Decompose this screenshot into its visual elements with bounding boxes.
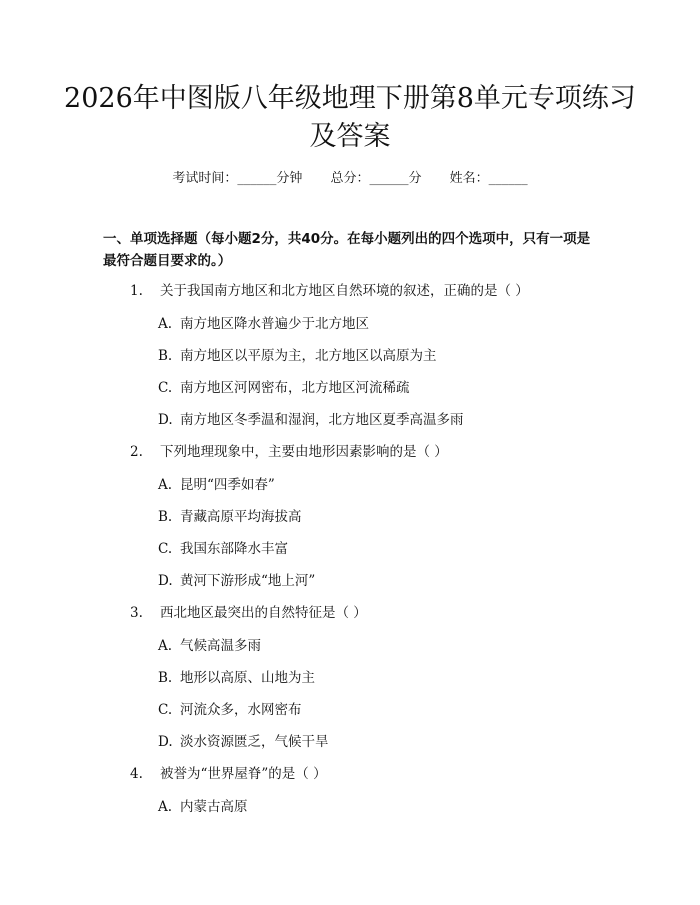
question-stem	[0, 602, 700, 635]
option-text: 青藏高原平均海拔高	[180, 509, 302, 525]
exam-time-field: 考试时间：______分钟	[172, 171, 303, 186]
option-c	[0, 699, 700, 731]
option-a	[0, 313, 700, 345]
option-c	[0, 538, 700, 570]
question-3	[0, 602, 700, 763]
option-c	[0, 377, 700, 409]
question-text: 被誉为“世界屋脊”的是（ ）	[160, 766, 327, 782]
option-text: 南方地区河网密布，北方地区河流稀疏	[180, 380, 410, 396]
option-d	[0, 409, 700, 441]
option-text: 南方地区降水普遍少于北方地区	[180, 316, 369, 332]
option-letter: C.	[158, 541, 173, 557]
option-letter: B.	[158, 509, 173, 525]
question-stem	[0, 763, 700, 796]
question-text: 关于我国南方地区和北方地区自然环境的叙述，正确的是（ ）	[160, 283, 529, 299]
option-letter: C.	[158, 380, 173, 396]
total-score-field: 总分：______分	[330, 171, 422, 186]
question-1	[0, 280, 700, 441]
option-d	[0, 570, 700, 602]
student-name-field: 姓名：______	[449, 171, 528, 186]
question-4	[0, 763, 700, 828]
document-title: 2026年中图版八年级地理下册第8单元专项练习及答案	[64, 83, 636, 152]
question-stem	[0, 280, 700, 313]
question-number: 4.	[130, 766, 143, 782]
option-a	[0, 635, 700, 667]
option-text: 南方地区以平原为主，北方地区以高原为主	[180, 348, 437, 364]
option-b	[0, 345, 700, 377]
option-a	[0, 796, 700, 828]
question-number: 3.	[130, 605, 143, 621]
option-text: 气候高温多雨	[180, 638, 261, 654]
option-letter: A.	[158, 638, 173, 654]
option-letter: C.	[158, 702, 173, 718]
option-text: 我国东部降水丰富	[180, 541, 288, 557]
option-letter: D.	[158, 734, 173, 750]
question-text: 西北地区最突出的自然特征是（ ）	[160, 605, 367, 621]
option-b	[0, 667, 700, 699]
option-letter: D.	[158, 573, 173, 589]
option-text: 黄河下游形成“地上河”	[180, 573, 316, 589]
question-text: 下列地理现象中，主要由地形因素影响的是（ ）	[160, 444, 448, 460]
option-text: 地形以高原、山地为主	[180, 670, 315, 686]
option-text: 淡水资源匮乏，气候干旱	[180, 734, 329, 750]
option-text: 昆明“四季如春”	[180, 477, 275, 493]
option-letter: A.	[158, 799, 173, 815]
option-text: 河流众多，水网密布	[180, 702, 302, 718]
question-number: 1.	[130, 283, 143, 299]
question-list	[0, 280, 700, 828]
option-text: 南方地区冬季温和湿润，北方地区夏季高温多雨	[180, 412, 464, 428]
option-b	[0, 506, 700, 538]
option-letter: B.	[158, 348, 173, 364]
option-letter: A.	[158, 316, 173, 332]
option-text: 内蒙古高原	[180, 799, 248, 815]
option-letter: B.	[158, 670, 173, 686]
question-stem	[0, 441, 700, 474]
question-2	[0, 441, 700, 602]
option-letter: D.	[158, 412, 173, 428]
exam-info	[0, 170, 700, 188]
option-d	[0, 731, 700, 763]
option-letter: A.	[158, 477, 173, 493]
question-number: 2.	[130, 444, 143, 460]
option-a	[0, 474, 700, 506]
section-heading: 一、单项选择题（每小题2分，共40分。在每小题列出的四个选项中，只有一项是最符合题目要求的。）	[103, 231, 591, 269]
